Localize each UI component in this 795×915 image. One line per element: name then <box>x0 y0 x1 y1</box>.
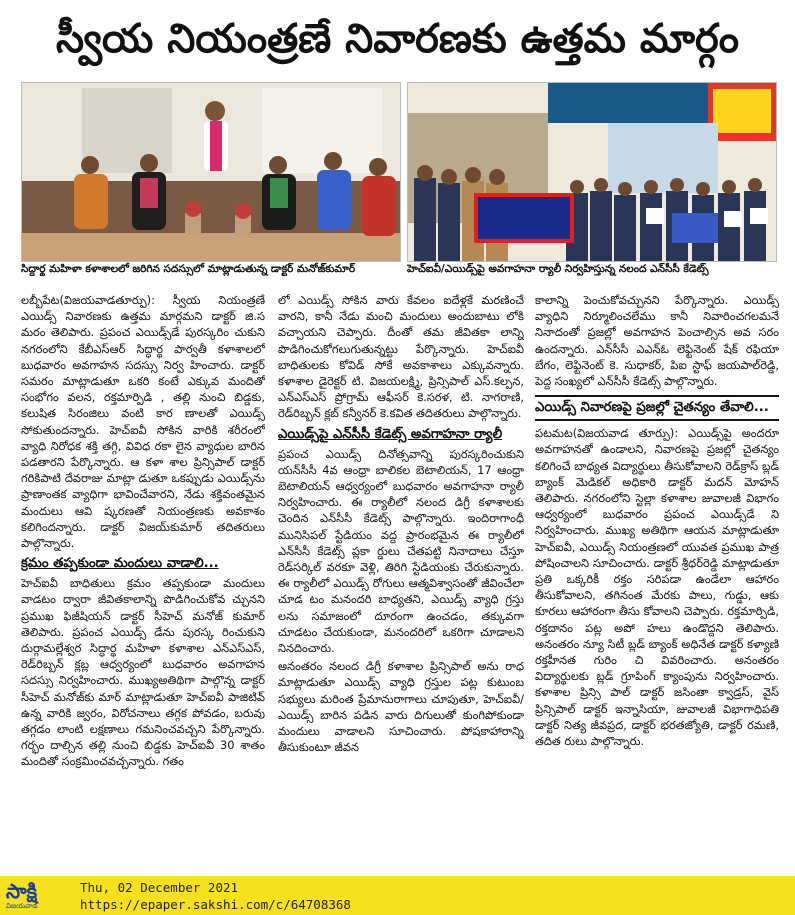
column-2-paragraph-3: అనంతరం నలంద డిగ్రీ కళాశాల ప్రిన్సిపాల్ అను రాధ మాట్లాడుతూ ఎయిడ్స్ వ్యాధి గ్రస్తుల పట్ల కుటుంబ సభ్యులు మరింత ప్రేమానురాగాలు చూపుతూ, హెచ్‌ఐవీ/ఎయిడ్స్ బారిన పడిన వారు దిగులుతో కుంగిపోకుండా మందులు వాడాలని సూచించారు. పోషకాహారాన్ని తీసుకుంటూ జీవన <box>278 659 524 755</box>
article-column-2 <box>278 292 524 862</box>
column-2-paragraph-2: ప్రపంచ ఎయిడ్స్ దినోత్సవాన్ని పురస్కరించుకుని యన్‌సీసీ 4వ ఆంధ్రా బాలికల బెటాలియన్, 17 ఆంధ్రా బెటాలియన్ ఆధ్వర్యంలో బుధవారం అవగాహనా ర్యాలీ నిర్వహించారు. ఈ ర్యాలీలో నలంద డిగ్రీ కళాశాలకు చెందిన ఎన్‌సీసీ కేడెట్స్ పాల్గొన్నారు. ఇందిరాగాంధీ మునిసిపల్ స్టేడియం వద్ద ప్రారంభమైన ఈ ర్యాలీలో ఎన్‌సీసీ కేడెట్స్ ప్లకా ర్డులు చేతపట్టి నినాదాలు చేస్తూ రెడ్‌సర్కిల్ వరకూ వెళ్లి, తిరిగి స్టేడియంకు చేరుకున్నారు. ఈ ర్యాలీలో ఎయిడ్స్ రోగులు ఆత్మవిశ్వాసంతో జీవించేలా చూడ టం మనందరి బాధ్యతని, ఎయిడ్స్ వ్యాధి గ్రస్తు లను సమాజంలో దూరంగా ఉంచడం, తక్కువగా చూడటం చేయకుండా, మనందరిలో ఒకరిగా చూడాలని నినదించారు. <box>278 446 524 656</box>
sakshi-logo <box>6 880 64 912</box>
logo-text: సాక్షి <box>6 879 38 903</box>
right-photo-caption: హెచ్‌ఐవీ/ఎయిడ్స్‌పై అవగాహనా ర్యాలీ నిర్వహిస్తున్న నలంద ఎన్‌సీసీ కేడెట్స్ <box>407 263 709 275</box>
column-2-subheading-text: ఎయిడ్స్‌పై ఎన్‌సీసీ కేడెట్స్ అవగాహనా ర్యాలీ <box>278 426 503 442</box>
column-2-subheading <box>278 426 524 444</box>
article-column-3 <box>535 292 779 862</box>
footer-url[interactable]: https://epaper.sakshi.com/c/64708368 <box>80 897 351 912</box>
column-1-subheading <box>21 555 265 573</box>
article-column-1 <box>21 292 265 862</box>
rally-photo-illustration <box>408 83 776 261</box>
rally-photo <box>407 82 777 262</box>
column-1-paragraph-1: లబ్బీపేట(విజయవాడతూర్పు): స్వీయ నియంత్రణే ఎయిడ్స్ నివారణకు ఉత్తమ మార్గమని డాక్టర్ జి.స మరం తెలిపారు. ప్రపంచ ఎయిడ్స్‌డే పురస్కరిం చుకుని నగరంలోని కేబీఎస్‌ఆర్ సిద్ధార్థ పార్వతీ కళాశాలలో బుధవారం అవగాహన సదస్సు నిర్వ హించారు. డాక్టర్ సమరం మాట్లాడుతూ ఒకరి కంటే ఎక్కువ మందితో సంభోగం వలన, రక్తమార్పిడి , తల్లి నుంచి బిడ్డకు, కలుషిత సిరంజిలు వంటి కార ణాలతో ఎయిడ్స్ సోకుతుందన్నారు. హెచ్‌ఐవీ సోకిన వారికి శరీరంలో వ్యాధి నిరోధక శక్తి తగ్గి, వివిధ రకా లైన వ్యాధుల బారిన పడతారని పేర్కొన్నారు. ఆ కళా శాల ప్రిన్సిపాల్ డాక్టర్ గరికిపాటి దేవరాజు మాట్లా డుతూ ఒకప్పుడు ఎయిడ్స్‌ను ప్రాణాంతక వ్యాధిగా భావించేవారని, నేడు శక్తివంతమైన మందులు ఆవి ష్కరణతో నియంత్రణకు అవకాశం కలిగిందన్నారు. డాక్టర్ విజయ్‌కుమార్ తదితరులు పాల్గొన్నారు. <box>21 293 265 551</box>
column-2-paragraph-1: లో ఎయిడ్స్ సోకిన వారు కేవలం ఐదేళ్లకే మరణించే వారని, కానీ నేడు మంచి మందులు అందుబాటు లోకి వచ్చాయని చెప్పారు. దీంతో తమ జీవితకా లాన్ని పొడిగించుకోగలుగుతున్నట్టు పేర్కొన్నారు. హెచ్‌ఐవీ బాధితులకు కోవిడ్ సోకే అవకాశాలు ఎక్కువన్నారు. కళాశాల డైరెక్టర్ టి. విజయలక్ష్మి, ప్రిన్సిపాల్ ఎస్.కల్పన, ఎన్‌ఎస్‌ఎస్ ప్రోగ్రామ్ ఆఫీసర్ కె.సరళ, టి. నాగరాణి, రెడ్‌రిబ్బన్ క్లబ్ కన్వీనర్ కె.కవిత తదితరులు పాల్గొన్నారు. <box>278 293 524 421</box>
footer-bar <box>0 876 795 915</box>
column-3-paragraph-2: పటమట(విజయవాడ తూర్పు): ఎయిడ్స్‌పై అందరూ అవగాహనతో ఉండాలని, నివారణపై ప్రజల్లో చైతన్యం కలిగించే బాధ్యత విద్యార్థులు తీసుకోవాలని రెడ్‌క్రాస్ బ్లడ్ బ్యాంక్ మెడికల్ అధికారి డాక్టర్ మదన్ మోహన్ తెలిపారు. నగరంలోని స్టెల్లా కళాశాల జువాలజీ విభాగం ఆధ్వర్యంలో బుధవారం ప్రపంచ ఎయిడ్స్‌డే ని నిర్వహించారు. ముఖ్య అతిథిగా ఆయన మాట్లాడుతూ హెచ్‌ఐవీ, ఎయిడ్స్ నియంత్రణలో యువత ప్రముఖ పాత్ర పోషించాలని సూచించారు. డాక్టర్ శ్రీధర్‌రెడ్డి మాట్లాడుతూ ప్రతి ఒక్కరికీ రక్తం సరిపడా ఉండేలా ఆహారం తీసుకోవాలని, తగినంత మేరకు పాలు, గుడ్డు, ఆకు కూరలు ఆహారంగా తీసు కోవాలని చెప్పారు. రక్తమార్పిడి, రక్తదానం పట్ల అపో హలు ఉండొద్దని తెలిపారు. అనంతరం న్యూ సిటీ బ్లడ్ బ్యాంక్ అధినేత డాక్టర్ కళ్యాణి రక్తహీనత గురిం చి వివరించారు. అనంతరం విద్యార్థులకు బ్లడ్ గ్రూపింగ్ క్యాంపును నిర్వహించారు. కళాశాల ప్రిన్సి పాల్ డాక్టర్ జసింతా క్వాడ్రస్, వైస్ ప్రిన్సిపాల్ డాక్టర్ ఇన్నాసియా, జువాలజీ విభాగాధిపతి డాక్టర్ నిత్య జీవప్రద, డాక్టర్ భరతజ్యోతి, డాక్టర్ రమణి, తదిత రులు పాల్గొన్నారు. <box>535 426 779 749</box>
seminar-photo <box>21 82 401 262</box>
logo-subtext: విజయవాడ <box>6 902 38 910</box>
seminar-photo-illustration <box>22 83 400 261</box>
column-1-paragraph-2: హెచ్‌ఐవీ బాధితులు క్రమం తప్పకుండా మందులు వాడటం ద్వారా జీవితకాలాన్ని పొడిగించుకోవ చ్చునని ప్రముఖ ఫిజీషియన్ డాక్టర్ సీహెచ్ మనోజ్ కుమార్ తెలిపారు. ప్రపంచ ఎయిడ్స్ డేను పురస్క రించుకుని దుర్గామల్లేశ్వర సిద్ధార్థ మహిళా కళాశాల ఎన్‌ఎస్‌ఎస్, రెడ్‌రిబ్బన్ క్లబ్ల ఆధ్వర్యంలో బుధవారం అవగాహన సదస్సు నిర్వహించారు. ముఖ్యఅతిథిగా పాల్గొన్న డాక్టర్ సీహెచ్ మనోజ్‌కు మార్ మాట్లాడుతూ హెచ్‌ఐవీ పాజిటివ్ ఉన్న వారికి జ్వరం, విరోచనాలు తగ్గక పోవడం, బరువు తగ్గడం లాంటి లక్షణాలు గమనించవచ్చని పేర్కొన్నారు. గర్భం దాల్చిన తల్లి నుంచి బిడ్డకు హెచ్‌ఐవీ 30 శాతం మందితో సంక్రమించవచ్చన్నారు. గతం <box>21 576 265 769</box>
footer-date: Thu, 02 December 2021 <box>80 880 239 895</box>
column-3-paragraph-1: కాలాన్ని పెంచుకోవచ్చునని పేర్కొన్నారు. ఎయిడ్స్ వ్యాధిని నిర్మూలించలేము కానీ నివారించగలమనే నినాదంతో ప్రజల్లో అవగాహన పెంచాల్సిన అవ సరం ఉందన్నారు. ఎన్‌సీసీ ఎఎన్‌ఓ లెఫ్టినెంట్ షేక్ రఫియా బేగం, లెఫ్టినెంట్ కె. సుధాకర్, పిఐ స్టాఫ్ జయపాల్‌రెడ్డి, పెద్ద సంఖ్యలో ఎన్‌సీసీ కేడెట్స్ పాల్గొన్నారు. <box>535 293 779 389</box>
column-1-subheading-text: క్రమం తప్పకుండా మందులు వాడాలి... <box>21 556 219 572</box>
column-3-boxed-heading: ఎయిడ్స్ నివారణపై ప్రజల్లో చైతన్యం తేవాలి... <box>535 395 779 421</box>
left-photo-caption: సిద్ధార్థ మహిళా కళాశాలలో జరిగిన సదస్సులో మాట్లాడుతున్న డాక్టర్ మనోజ్‌కుమార్ <box>21 263 356 275</box>
headline: స్వీయ నియంత్రణే నివారణకు ఉత్తమ మార్గం <box>55 16 740 62</box>
